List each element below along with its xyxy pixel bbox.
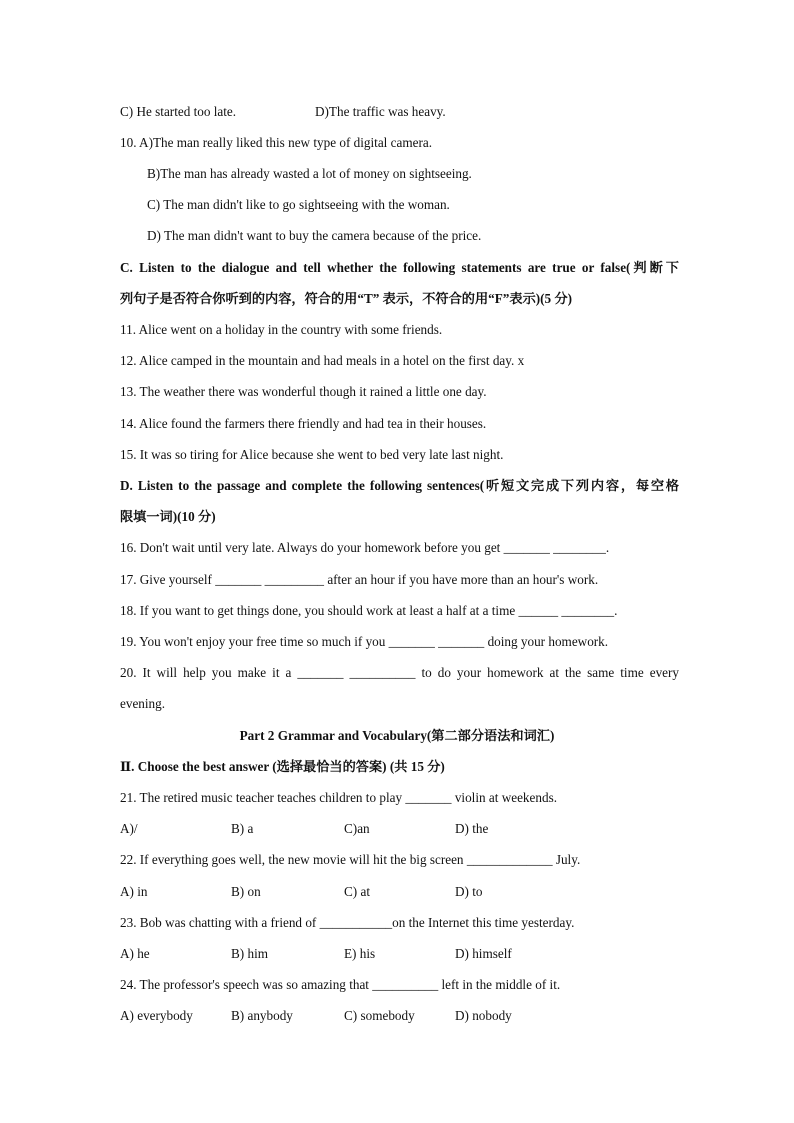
option-c: C)an — [344, 821, 370, 836]
q10-option-d: D) The man didn't want to buy the camera because of the price. — [147, 228, 482, 243]
q10-option-c: C) The man didn't like to go sightseeing with the woman. — [147, 197, 450, 212]
statement-14: 14. Alice found the farmers there friendly and had tea in their houses. — [120, 416, 487, 431]
section-d-heading-cont: 限填一词)(10 分) — [120, 509, 216, 524]
question-22: 22. If everything goes well, the new movie will hit the big screen _____________ July. — [120, 852, 581, 867]
option-b: B) anybody — [231, 1008, 293, 1023]
option-d: D) nobody — [455, 1008, 512, 1023]
option-b: B) a — [231, 821, 254, 836]
statement-13: 13. The weather there was wonderful though it rained a little one day. — [120, 384, 487, 399]
section-c-heading: C. Listen to the dialogue and tell whether the following statements are true or false(判断下 — [120, 260, 679, 275]
question-10: 10. A)The man really liked this new type of digital camera. — [120, 135, 433, 150]
option-d: D) the — [455, 821, 489, 836]
question-24: 24. The professor's speech was so amazing that __________ left in the middle of it. — [120, 977, 561, 992]
statement-15: 15. It was so tiring for Alice because she went to bed very late last night. — [120, 447, 504, 462]
sentence-18: 18. If you want to get things done, you should work at least a half at a time ______ ________. — [120, 603, 618, 618]
question-21: 21. The retired music teacher teaches children to play _______ violin at weekends. — [120, 790, 557, 805]
option-e: E) his — [344, 946, 376, 961]
section-ii-heading: Ⅱ. Choose the best answer (选择最恰当的答案) (共 15 分) — [120, 759, 445, 774]
option-b: B) him — [231, 946, 268, 961]
option-b: B) on — [231, 884, 261, 899]
sentence-20: 20. It will help you make it a _______ __________ to do your homework at the same time every — [120, 665, 679, 680]
option-a: A) he — [120, 946, 150, 961]
option-d: D) himself — [455, 946, 512, 961]
option-a: A)/ — [120, 821, 138, 836]
statement-12: 12. Alice camped in the mountain and had meals in a hotel on the first day. x — [120, 353, 525, 368]
question-23: 23. Bob was chatting with a friend of ___________on the Internet this time yesterday. — [120, 915, 575, 930]
option-d: D) to — [455, 884, 483, 899]
sentence-19: 19. You won't enjoy your free time so much if you _______ _______ doing your homework. — [120, 634, 609, 649]
sentence-20-cont: evening. — [120, 696, 166, 711]
option-c: C) at — [344, 884, 371, 899]
sentence-17: 17. Give yourself _______ _________ after an hour if you have more than an hour's work. — [120, 572, 599, 587]
section-c-heading-cont: 列句子是否符合你听到的内容，符合的用“T” 表示，不符合的用“F”表示)(5 分) — [120, 291, 573, 306]
sentence-16: 16. Don't wait until very late. Always do your homework before you get _______ ________. — [120, 540, 610, 555]
q10-option-b: B)The man has already wasted a lot of money on sightseeing. — [147, 166, 472, 181]
option-c: C) somebody — [344, 1008, 415, 1023]
option-a: A) everybody — [120, 1008, 193, 1023]
statement-11: 11. Alice went on a holiday in the country with some friends. — [120, 322, 443, 337]
part-2-title: Part 2 Grammar and Vocabulary(第二部分语法和词汇) — [239, 728, 555, 743]
option-c: C) He started too late. — [120, 104, 237, 119]
option-d: D)The traffic was heavy. — [315, 104, 446, 119]
option-a: A) in — [120, 884, 148, 899]
section-d-heading: D. Listen to the passage and complete the following sentences(听短文完成下列内容，每空格 — [120, 478, 679, 493]
